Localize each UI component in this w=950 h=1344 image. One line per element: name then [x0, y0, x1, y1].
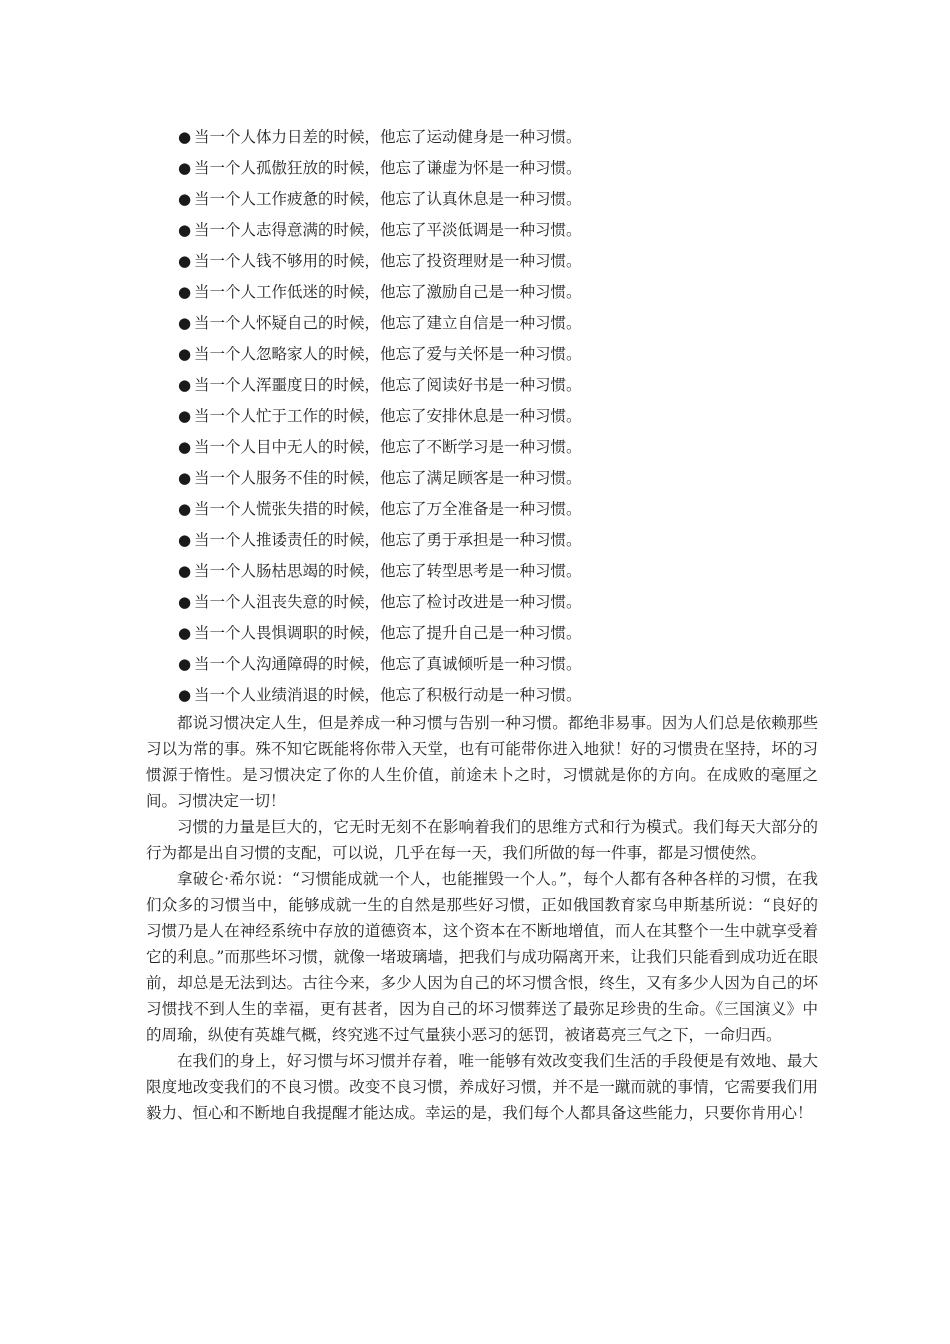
list-item: ● 当一个人业绩消退的时候，他忘了积极行动是一种习惯。 — [178, 680, 818, 711]
list-item: ● 当一个人忙于工作的时候，他忘了安排休息是一种习惯。 — [178, 401, 818, 432]
list-item: ● 当一个人沮丧失意的时候，他忘了检讨改进是一种习惯。 — [178, 587, 818, 618]
list-item: ● 当一个人沟通障碍的时候，他忘了真诚倾听是一种习惯。 — [178, 649, 818, 680]
list-item: ● 当一个人忽略家人的时候，他忘了爱与关怀是一种习惯。 — [178, 339, 818, 370]
paragraph-change-bad-habits: 在我们的身上，好习惯与坏习惯并存着，唯一能够有效改变我们生活的手段便是有效地、最大限度地改变我们的不良习惯。改变不良习惯，养成好习惯，并不是一蹴而就的事情，它需要我们用毅力、恒心和不断地自我提醒才能达成。幸运的是，我们每个人都具备这些能力，只要你肯用心！ — [146, 1052, 818, 1122]
bullet-icon: ● — [178, 686, 192, 704]
bullet-icon: ● — [178, 624, 192, 642]
list-item: ● 当一个人畏惧调职的时候，他忘了提升自己是一种习惯。 — [178, 618, 818, 649]
bullet-icon: ● — [178, 655, 192, 673]
paragraph-power-of-habit: 习惯的力量是巨大的，它无时无刻不在影响着我们的思维方式和行为模式。我们每天大部分的行为都是出自习惯的支配，可以说，几乎在每一天，我们所做的每一件事，都是习惯使然。 — [146, 818, 818, 862]
list-item: ● 当一个人服务不佳的时候，他忘了满足顾客是一种习惯。 — [178, 463, 818, 494]
list-item: ● 当一个人工作疲惫的时候，他忘了认真休息是一种习惯。 — [178, 184, 818, 215]
body-text — [146, 710, 818, 1126]
bullet-icon: ● — [178, 593, 192, 611]
list-item: ● 当一个人工作低迷的时候，他忘了激励自己是一种习惯。 — [178, 277, 818, 308]
bullet-icon: ● — [178, 283, 192, 301]
list-item: ● 当一个人目中无人的时候，他忘了不断学习是一种习惯。 — [178, 432, 818, 463]
list-item: ● 当一个人怀疑自己的时候，他忘了建立自信是一种习惯。 — [178, 308, 818, 339]
list-item: ● 当一个人志得意满的时候，他忘了平淡低调是一种习惯。 — [178, 215, 818, 246]
list-item: ● 当一个人体力日差的时候，他忘了运动健身是一种习惯。 — [178, 122, 818, 153]
bullet-icon: ● — [178, 469, 192, 487]
bullet-icon: ● — [178, 128, 192, 146]
bullet-icon: ● — [178, 562, 192, 580]
bullet-icon: ● — [178, 190, 192, 208]
bullet-icon: ● — [178, 407, 192, 425]
bullet-icon: ● — [178, 531, 192, 549]
list-item: ● 当一个人肠枯思竭的时候，他忘了转型思考是一种习惯。 — [178, 556, 818, 587]
bullet-icon: ● — [178, 221, 192, 239]
bullet-icon: ● — [178, 345, 192, 363]
bullet-icon: ● — [178, 314, 192, 332]
paragraph-napoleon-hill-quote: 拿破仑·希尔说：“习惯能成就一个人，也能摧毁一个人。”，每个人都有各种各样的习惯，在我们众多的习惯当中，能够成就一生的自然是那些好习惯，正如俄国教育家乌申斯基所说：“良好的习惯乃是人在神经系统中存放的道德资本，这个资本在不断地增值，而人在其整个一生中就享受着它的利息。”而那些坏习惯，就像一堵玻璃墙，把我们与成功隔离开来，让我们只能看到成功近在眼前，却总是无法到达。古往今来，多少人因为自己的坏习惯含恨，终生，又有多少人因为自己的坏习惯找不到人生的幸福，更有甚者，因为自己的坏习惯葬送了最弥足珍贵的生命。《三国演义》中的周瑜，纵使有英雄气概，终究逃不过气量狭小恶习的惩罚，被诸葛亮三气之下，一命归西。 — [146, 870, 818, 1044]
bullet-icon: ● — [178, 438, 192, 456]
bullet-icon: ● — [178, 252, 192, 270]
list-item: ● 当一个人钱不够用的时候，他忘了投资理财是一种习惯。 — [178, 246, 818, 277]
list-item: ● 当一个人浑噩度日的时候，他忘了阅读好书是一种习惯。 — [178, 370, 818, 401]
list-item: ● 当一个人孤傲狂放的时候，他忘了谦虚为怀是一种习惯。 — [178, 153, 818, 184]
bullet-icon: ● — [178, 500, 192, 518]
bullet-icon: ● — [178, 159, 192, 177]
list-item: ● 当一个人推诿责任的时候，他忘了勇于承担是一种习惯。 — [178, 525, 818, 556]
bullet-icon: ● — [178, 376, 192, 394]
habit-list — [178, 122, 818, 711]
list-item: ● 当一个人慌张失措的时候，他忘了万全准备是一种习惯。 — [178, 494, 818, 525]
paragraph-habits-decide-life: 都说习惯决定人生，但是养成一种习惯与告别一种习惯。都绝非易事。因为人们总是依赖那些习以为常的事。殊不知它既能将你带入天堂，也有可能带你进入地狱！好的习惯贵在坚持，坏的习惯源于惰性。是习惯决定了你的人生价值，前途未卜之时，习惯就是你的方向。在成败的毫厘之间。习惯决定一切！ — [146, 714, 818, 810]
